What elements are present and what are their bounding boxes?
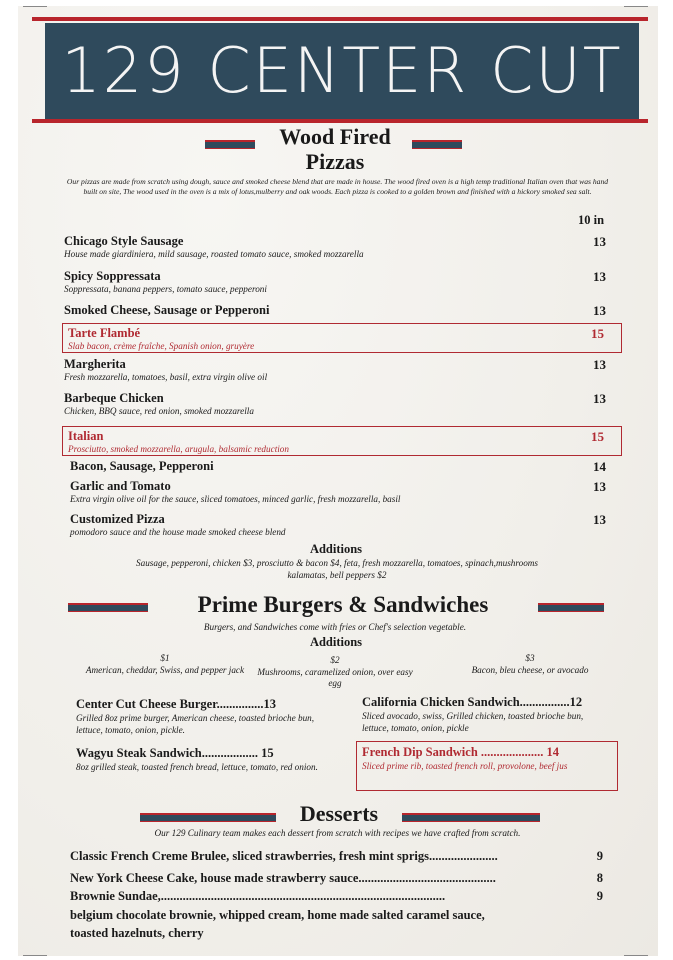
- sandwich-item: [362, 695, 612, 734]
- item-name: Tarte Flambé: [68, 326, 141, 340]
- item-price: 13: [593, 391, 606, 406]
- item-desc: House made giardiniera, mild sausage, roasted tomato sauce, smoked mozzarella: [64, 249, 364, 259]
- item-desc: Sliced prime rib, toasted french roll, provolone, beef jus: [362, 761, 568, 771]
- item-name: Customized Pizza: [70, 512, 165, 526]
- dessert-desc: toasted hazelnuts, cherry: [70, 926, 204, 940]
- item-name: Wagyu Steak Sandwich.................. 15: [76, 746, 274, 760]
- item-desc: Prosciutto, smoked mozzarella, arugula, balsamic reduction: [68, 444, 289, 454]
- burgers-intro: Burgers, and Sandwiches come with fries or Chef's selection vegetable.: [203, 622, 467, 632]
- item-desc: 8oz grilled steak, toasted french bread, lettuce, tomato, red onion.: [76, 762, 318, 772]
- item-price: 13: [593, 357, 606, 372]
- title-bar-left: [140, 813, 276, 822]
- addon-text: American, cheddar, Swiss, and pepper jack: [85, 665, 245, 675]
- pizza-item-featured: [68, 326, 604, 352]
- pizza-intro: Our pizzas are made from scratch using dough, sauce and smoked cheese blend that are made in house. The wood fired oven is a high temp traditional Italian oven that was hand built on site, The wood used in the oven is a mix of lotus,mulberry and oak woods. Each pizza is cooked to a golden brown and finished with a hickory smoked sea salt.: [66, 177, 609, 196]
- header-top-rule: [32, 17, 648, 21]
- sandwich-item: [76, 697, 338, 736]
- addon-text: Bacon, bleu cheese, or avocado: [471, 665, 589, 675]
- size-label: 10 in: [578, 213, 605, 227]
- pizza-title-line2: Pizzas: [305, 149, 365, 174]
- sandwich-item-featured: [362, 745, 612, 772]
- corner-mark: [624, 955, 648, 956]
- item-desc: Grilled 8oz prime burger, American cheese, toasted brioche bun, lettuce, tomato, onion, pickle.: [76, 713, 315, 735]
- item-desc: Fresh mozzarella, tomatoes, basil, extra virgin olive oil: [64, 372, 268, 382]
- item-desc: Soppressata, banana peppers, tomato sauce, pepperoni: [64, 284, 267, 294]
- item-desc: Chicken, BBQ sauce, red onion, smoked mozzarella: [64, 406, 254, 416]
- item-name: Chicago Style Sausage: [64, 234, 184, 248]
- title-bar-right: [402, 813, 540, 822]
- dessert-text: New York Cheese Cake, house made strawberry sauce: [70, 871, 359, 885]
- dessert-item: Brownie Sundae,........................................................................................... 9: [70, 889, 603, 903]
- item-name: Bacon, Sausage, Pepperoni: [70, 459, 214, 473]
- addon-text: Mushrooms, caramelized onion, over easy egg: [257, 667, 413, 688]
- item-price: 13: [593, 512, 606, 527]
- pizza-additions-line2: kalamatas, bell peppers $2: [287, 570, 387, 580]
- item-name: French Dip Sandwich .................... 14: [362, 745, 560, 759]
- restaurant-title: 129 CENTER CUT: [61, 34, 623, 107]
- corner-mark: [23, 955, 47, 956]
- item-desc: Slab bacon, crème fraîche, Spanish onion, gruyère: [68, 341, 255, 351]
- dessert-price: 9: [596, 889, 603, 903]
- burgers-title: Prime Burgers & Sandwiches: [197, 592, 489, 617]
- item-price: 13: [593, 479, 606, 494]
- item-price: 14: [593, 459, 606, 474]
- item-name: Garlic and Tomato: [70, 479, 171, 493]
- item-price: 13: [593, 234, 606, 249]
- pizza-item: [64, 234, 606, 260]
- title-bar-left: [68, 603, 148, 612]
- corner-mark: [624, 6, 648, 7]
- dessert-text: Brownie Sundae,: [70, 889, 161, 903]
- addon-price: $1: [160, 653, 170, 663]
- dessert-price: 9: [596, 849, 603, 863]
- pizza-additions-title: Additions: [309, 542, 363, 556]
- item-price: 13: [593, 269, 606, 284]
- pizza-item: [64, 357, 606, 383]
- dessert-text: Classic French Creme Brulee, sliced strawberries, fresh mint sprigs: [70, 849, 429, 863]
- burgers-additions-title: Additions: [309, 635, 363, 649]
- addon-price: $2: [330, 655, 340, 665]
- pizza-item: [70, 512, 606, 538]
- item-desc: pomodoro sauce and the house made smoked cheese blend: [70, 527, 286, 537]
- item-name: Spicy Soppressata: [64, 269, 161, 283]
- item-name: California Chicken Sandwich................12: [362, 695, 583, 709]
- pizza-item-featured: [68, 429, 604, 455]
- pizza-item: [64, 391, 606, 417]
- item-desc: Sliced avocado, swiss, Grilled chicken, toasted brioche bun, lettuce, tomato, onion, pickle: [362, 711, 584, 733]
- item-price: 15: [591, 429, 604, 444]
- pizza-title: Wood Fired: [279, 124, 391, 149]
- header-bottom-rule: [32, 119, 648, 123]
- pizza-additions-line1: Sausage, pepperoni, chicken $3, prosciutto & bacon $4, feta, fresh mozzarella, tomatoes, spinach,mushrooms: [136, 558, 538, 568]
- dessert-item: Classic French Creme Brulee, sliced strawberries, fresh mint sprigs...................... 9: [70, 849, 603, 863]
- dessert-desc: belgium chocolate brownie, whipped cream, home made salted caramel sauce,: [70, 908, 485, 922]
- dessert-price: 8: [596, 871, 603, 885]
- item-desc: Extra virgin olive oil for the sauce, sliced tomatoes, minced garlic, fresh mozzarella, basil: [70, 494, 401, 504]
- pizza-item: [64, 269, 606, 295]
- pizza-item: [64, 303, 606, 318]
- item-name: Smoked Cheese, Sausage or Pepperoni: [64, 303, 270, 317]
- title-bar-right: [538, 603, 604, 612]
- sandwich-item: [76, 746, 338, 773]
- item-name: Center Cut Cheese Burger...............13: [76, 697, 276, 711]
- desserts-intro: Our 129 Culinary team makes each dessert from scratch with recipes we have crafted from scratch.: [154, 828, 521, 838]
- item-name: Italian: [68, 429, 104, 443]
- pizza-item: [70, 459, 606, 474]
- item-name: Barbeque Chicken: [64, 391, 164, 405]
- corner-mark: [23, 6, 47, 7]
- item-price: 13: [593, 303, 606, 318]
- addon-price: $3: [525, 653, 535, 663]
- item-name: Margherita: [64, 357, 126, 371]
- item-price: 15: [591, 326, 604, 341]
- dessert-item: New York Cheese Cake, house made strawberry sauce............................................ 8: [70, 871, 603, 885]
- desserts-title: Desserts: [299, 801, 379, 826]
- pizza-item: [70, 479, 606, 505]
